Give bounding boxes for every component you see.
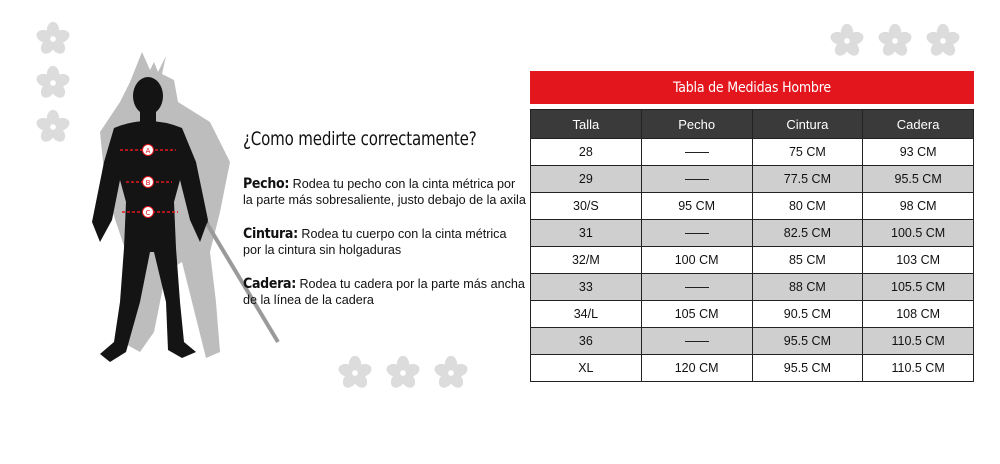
table-row [531, 220, 974, 247]
sakura-decoration-left [34, 20, 72, 146]
sakura-flower-icon [828, 22, 866, 60]
tip-hip [243, 276, 528, 308]
svg-text:C: C [145, 209, 151, 217]
sakura-flower-icon [34, 64, 72, 102]
cell-chest: 120 CM [641, 355, 752, 382]
no-value-dash [685, 287, 709, 288]
cell-size: 32/M [531, 247, 642, 274]
no-value-dash [685, 179, 709, 180]
cell-size: 30/S [531, 193, 642, 220]
tip-term: Pecho: [243, 176, 290, 192]
cell-waist: 82.5 CM [752, 220, 863, 247]
sakura-flower-icon [34, 108, 72, 146]
table-row [531, 355, 974, 382]
cell-waist: 95.5 CM [752, 328, 863, 355]
cell-size: 28 [531, 139, 642, 166]
svg-text:A: A [145, 147, 151, 155]
table-row [531, 139, 974, 166]
cell-size: XL [531, 355, 642, 382]
tip-text: Rodea tu pecho con la cinta métrica por la parte más sobresaliente, justo debajo de la axila [243, 177, 526, 207]
cell-hip: 110.5 CM [863, 328, 974, 355]
sakura-decoration-top-right [828, 22, 962, 60]
cell-hip: 105.5 CM [863, 274, 974, 301]
cell-chest [641, 328, 752, 355]
sakura-flower-icon [924, 22, 962, 60]
table-row [531, 247, 974, 274]
cell-chest: 100 CM [641, 247, 752, 274]
no-value-dash [685, 152, 709, 153]
cell-waist: 75 CM [752, 139, 863, 166]
no-value-dash [685, 341, 709, 342]
cell-hip: 95.5 CM [863, 166, 974, 193]
measuring-guide [243, 128, 528, 326]
cell-hip: 100.5 CM [863, 220, 974, 247]
size-table-title: Tabla de Medidas Hombre [530, 71, 974, 104]
cell-size: 33 [531, 274, 642, 301]
cell-size: 29 [531, 166, 642, 193]
table-row [531, 274, 974, 301]
header-waist: Cintura [752, 110, 863, 139]
cell-chest [641, 274, 752, 301]
sakura-flower-icon [876, 22, 914, 60]
tip-chest [243, 176, 528, 208]
cell-hip: 108 CM [863, 301, 974, 328]
sakura-flower-icon [384, 354, 422, 392]
cell-hip: 103 CM [863, 247, 974, 274]
cell-chest: 105 CM [641, 301, 752, 328]
tip-term: Cintura: [243, 226, 298, 242]
marker-a [143, 145, 154, 156]
cell-hip: 93 CM [863, 139, 974, 166]
cell-chest [641, 166, 752, 193]
cell-chest [641, 220, 752, 247]
cell-waist: 80 CM [752, 193, 863, 220]
guide-title: ¿Como medirte correctamente? [243, 128, 477, 150]
table-header-row [531, 110, 974, 139]
tip-text: Rodea tu cuerpo con la cinta métrica por la cintura sin holgaduras [243, 227, 507, 257]
table-row [531, 166, 974, 193]
cell-waist: 90.5 CM [752, 301, 863, 328]
cell-waist: 88 CM [752, 274, 863, 301]
table-row [531, 193, 974, 220]
marker-b [143, 177, 154, 188]
table-row [531, 328, 974, 355]
cell-size: 36 [531, 328, 642, 355]
cell-waist: 95.5 CM [752, 355, 863, 382]
size-table-body [531, 139, 974, 382]
size-table [530, 109, 974, 382]
marker-c [143, 207, 154, 218]
sakura-flower-icon [34, 20, 72, 58]
header-size: Talla [531, 110, 642, 139]
no-value-dash [685, 233, 709, 234]
cell-hip: 98 CM [863, 193, 974, 220]
svg-text:B: B [145, 179, 151, 187]
header-hip: Cadera [863, 110, 974, 139]
cell-waist: 85 CM [752, 247, 863, 274]
header-chest: Pecho [641, 110, 752, 139]
sakura-decoration-bottom [336, 354, 470, 392]
cell-hip: 110.5 CM [863, 355, 974, 382]
cell-size: 34/L [531, 301, 642, 328]
cell-waist: 77.5 CM [752, 166, 863, 193]
cell-chest [641, 139, 752, 166]
sakura-flower-icon [336, 354, 374, 392]
tip-term: Cadera: [243, 276, 296, 292]
sakura-flower-icon [432, 354, 470, 392]
tip-text: Rodea tu cadera por la parte más ancha de la línea de la cadera [243, 277, 525, 307]
cell-size: 31 [531, 220, 642, 247]
cell-chest: 95 CM [641, 193, 752, 220]
table-row [531, 301, 974, 328]
tip-waist [243, 226, 528, 258]
